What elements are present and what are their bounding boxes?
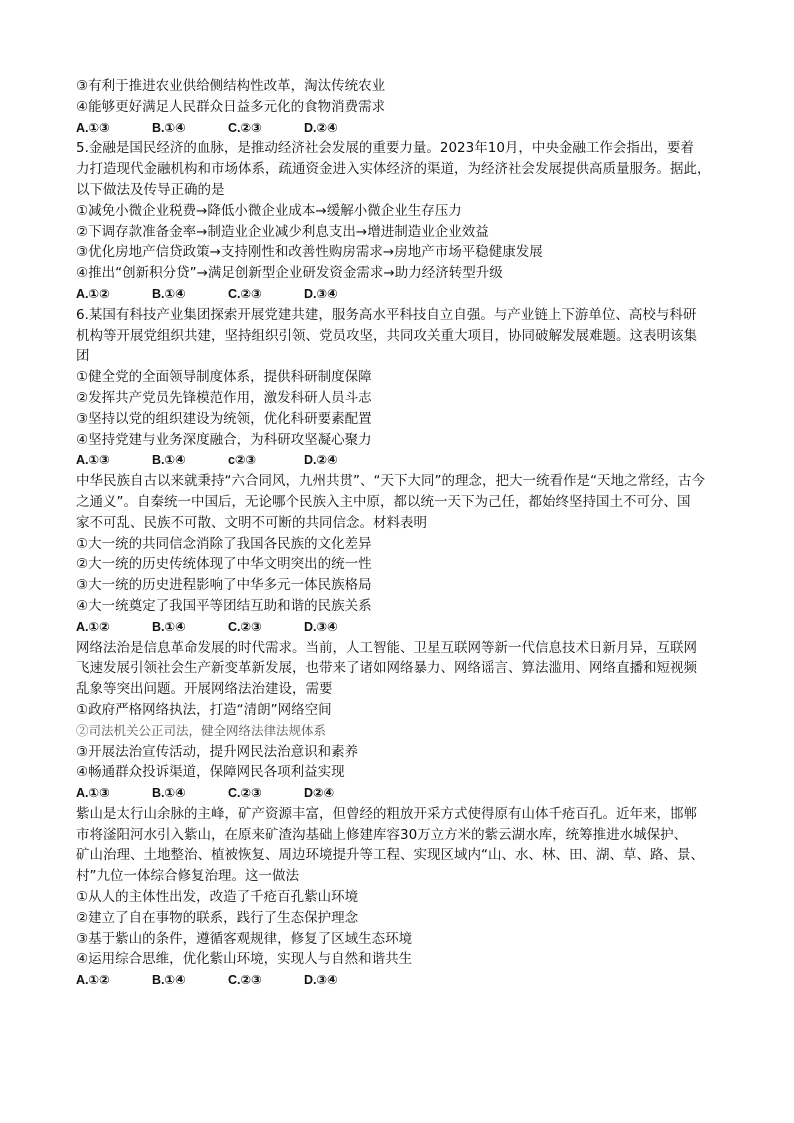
answer-choices-q4 bbox=[76, 118, 726, 139]
question-6-stem: 团 bbox=[76, 348, 90, 365]
option-text-4: ④推出“创新积分贷”→满足创新型企业研发资金需求→助力经济转型升级 bbox=[76, 265, 503, 282]
question-8-stem: 飞速发展引领社会生产新变革新发展，也带来了诸如网络暴力、网络谣言、算法滥用、网络直播和短视频 bbox=[76, 660, 697, 677]
answer-choices-q5 bbox=[76, 284, 726, 305]
option-text-1: ①减免小微企业税费→降低小微企业成本→缓解小微企业生存压力 bbox=[76, 202, 462, 219]
option-text-2: ②司法机关公正司法，健全网络法律法规体系 bbox=[76, 722, 327, 738]
question-9-stem: 市将滏阳河水引入紫山，在原来矿渣沟基础上修建库容30万立方米的紫云湖水库，统筹推进水城保护、 bbox=[76, 826, 688, 843]
answer-choices-q7 bbox=[76, 617, 726, 638]
option-text-3: ③优化房地产信贷政策→支持刚性和改善性购房需求→房地产市场平稳健康发展 bbox=[76, 244, 543, 261]
option-text-4: ④能够更好满足人民群众日益多元化的食物消费需求 bbox=[76, 98, 386, 115]
choice-a: A.①③ bbox=[76, 120, 110, 135]
option-text-2: ②下调存款准备金率→制造业企业减少利息支出→增进制造业企业效益 bbox=[76, 223, 489, 240]
option-text-3: ③大一统的历史进程影响了中华多元一体民族格局 bbox=[76, 577, 372, 594]
choice-d: D②④ bbox=[304, 786, 335, 801]
question-8-stem: 网络法治是信息革命发展的时代需求。当前，人工智能、卫星互联网等新一代信息技术日新月异，互联网 bbox=[76, 639, 697, 656]
option-text-3: ③有利于推进农业供给侧结构性改革，淘汰传统农业 bbox=[76, 78, 386, 94]
option-text-4: ④大一统奠定了我国平等团结互助和谐的民族关系 bbox=[76, 597, 372, 614]
choice-a: A.①③ bbox=[76, 453, 110, 468]
option-text-4: ④运用综合思维，优化紫山环境，实现人与自然和谐共生 bbox=[76, 951, 413, 968]
choice-c: C.②③ bbox=[228, 786, 262, 801]
question-5-stem: 5.金融是国民经济的血脉，是推动经济社会发展的重要力量。2023年10月，中央金融工作会指出，要着 bbox=[76, 140, 694, 157]
choice-b: B.①④ bbox=[152, 786, 186, 801]
choice-c: C.②③ bbox=[228, 286, 262, 301]
question-9-stem: 矿山治理、土地整治、植被恢复、周边环境提升等工程、实现区域内“山、水、林、田、湖、草、路、景、 bbox=[76, 847, 704, 864]
choice-b: B.①④ bbox=[152, 973, 186, 988]
question-7-stem: 之通义”。自秦统一中国后，无论哪个民族入主中原，都以统一天下为己任，都始终坚持国土不可分、国 bbox=[76, 493, 691, 510]
question-7-stem: 中华民族自古以来就秉持“六合同风，九州共贯”、“天下大同”的理念，把大一统看作是“天地之常经，古今 bbox=[76, 473, 705, 490]
choice-d: D.②④ bbox=[304, 453, 338, 468]
choice-c: C.②③ bbox=[228, 120, 262, 135]
question-5-stem: 以下做法及传导正确的是 bbox=[76, 181, 225, 198]
choice-a: A.①③ bbox=[76, 786, 110, 801]
choice-b: B.①④ bbox=[152, 453, 186, 468]
option-text-4: ④坚持党建与业务深度融合，为科研攻坚凝心聚力 bbox=[76, 431, 372, 448]
choice-d: D.②④ bbox=[304, 120, 338, 135]
option-text-4: ④畅通群众投诉渠道，保障网民各项利益实现 bbox=[76, 764, 345, 781]
choice-a: A.①② bbox=[76, 619, 110, 634]
option-text-3: ③基于紫山的条件，遵循客观规律，修复了区域生态环境 bbox=[76, 930, 413, 947]
option-text-2: ②大一统的历史传统体现了中华文明突出的统一性 bbox=[76, 556, 372, 573]
option-text-1: ①从人的主体性出发，改造了千疮百孔紫山环境 bbox=[76, 889, 359, 906]
choice-d: D.③④ bbox=[304, 619, 338, 634]
option-text-2: ②建立了自在事物的联系，践行了生态保护理念 bbox=[76, 909, 359, 926]
choice-d: D.③④ bbox=[304, 973, 338, 988]
question-6-stem: 机构等开展党组织共建，坚持组织引领、党员攻坚，共同攻关重大项目，协同破解发展难题。这表明该集 bbox=[76, 327, 697, 344]
option-text-1: ①健全党的全面领导制度体系，提供科研制度保障 bbox=[76, 369, 372, 386]
question-7-stem: 家不可乱、民族不可散、文明不可断的共同信念。材料表明 bbox=[76, 514, 427, 531]
choice-b: B.①④ bbox=[152, 286, 186, 301]
question-5-stem: 力打造现代金融机构和市场体系，疏通资金进入实体经济的渠道，为经济社会发展提供高质量服务。据此， bbox=[76, 161, 711, 178]
choice-b: B.①④ bbox=[152, 619, 186, 634]
choice-a: A.①② bbox=[76, 286, 110, 301]
question-9-stem: 村”九位一体综合修复治理。这一做法 bbox=[76, 868, 299, 885]
choice-c: C.②③ bbox=[228, 619, 262, 634]
option-text-3: ③坚持以党的组织建设为统领，优化科研要素配置 bbox=[76, 410, 372, 427]
question-6-stem: 6.某国有科技产业集团探索开展党建共建，服务高水平科技自立自强。与产业链上下游单位、高校与科研 bbox=[76, 306, 697, 323]
answer-choices-q6 bbox=[76, 450, 726, 471]
question-9-stem: 紫山是太行山余脉的主峰，矿产资源丰富，但曾经的粗放开采方式使得原有山体千疮百孔。近年来，邯郸 bbox=[76, 805, 697, 822]
choice-a: A.①② bbox=[76, 973, 110, 988]
option-text-3: ③开展法治宣传活动，提升网民法治意识和素养 bbox=[76, 743, 359, 760]
choice-b: B.①④ bbox=[152, 120, 186, 135]
choice-d: D.③④ bbox=[304, 286, 338, 301]
option-text-2: ②发挥共产党员先锋模范作用，激发科研人员斗志 bbox=[76, 389, 372, 406]
choice-c: c②③ bbox=[228, 453, 257, 468]
answer-choices-q9 bbox=[76, 970, 726, 991]
choice-c: C.②③ bbox=[228, 973, 262, 988]
question-content bbox=[76, 76, 726, 991]
question-8-stem: 乱象等突出问题。开展网络法治建设，需要 bbox=[76, 681, 333, 698]
answer-choices-q8 bbox=[76, 783, 726, 804]
option-text-1: ①政府严格网络执法，打造“清朗”网络空间 bbox=[76, 701, 332, 718]
option-text-1: ①大一统的共同信念消除了我国各民族的文化差异 bbox=[76, 535, 372, 552]
